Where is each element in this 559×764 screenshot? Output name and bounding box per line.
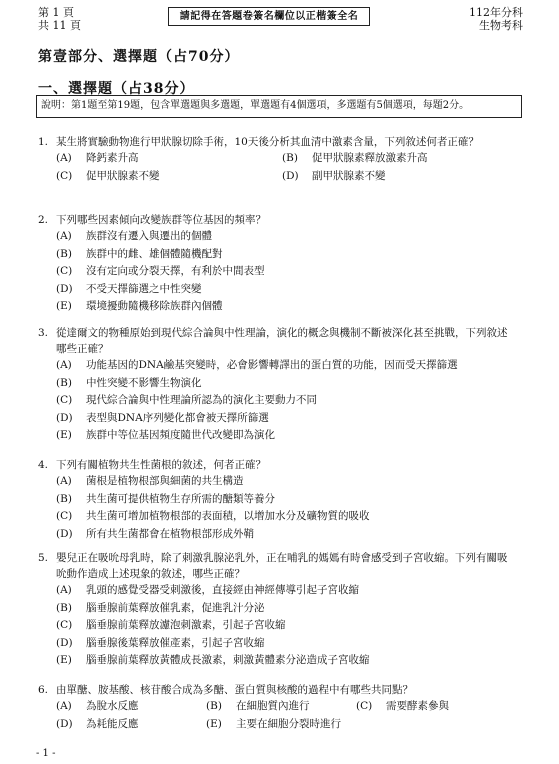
page-number: 第 1 頁 <box>38 6 74 19</box>
exam-info <box>469 6 523 32</box>
exam-subject: 生物考科 <box>479 19 523 32</box>
question-number: 1. <box>38 136 49 148</box>
question-number: 5. <box>38 552 49 564</box>
exam-year: 112年分科 <box>469 6 523 19</box>
option-a: (A) 降鈣素升高 <box>56 152 139 164</box>
option-e: (E) 環境擾動隨機移除族群內個體 <box>56 300 223 312</box>
option-b: (B) 腦垂腺前葉釋放催乳素，促進乳汁分泌 <box>56 601 265 614</box>
option-d: (D) 副甲狀腺素不變 <box>282 169 386 182</box>
question-6 <box>38 682 516 733</box>
option-a: (A) 族群沒有遷入與遷出的個體 <box>56 230 212 242</box>
option-c: (C) 需要酵素參與 <box>356 700 449 712</box>
page-total: 共 11 頁 <box>38 19 81 32</box>
instructions-box: 說明：第1題至第19題，包含單選題與多選題，單選題有4個選項，多選題有5個選項，每題2分。 <box>36 95 522 118</box>
option-e: (E) 主要在細胞分裂時進行 <box>206 717 341 730</box>
part-title: 第壹部分、選擇題（占70分） <box>38 49 240 65</box>
option-a: (A) 為脫水反應 <box>56 700 139 712</box>
option-a: (A) 乳頭的感覺受器受刺激後，直接經由神經傳導引起子宮收縮 <box>56 584 359 596</box>
option-e: (E) 腦垂腺前葉釋放黃體成長激素，刺激黃體素分泌造成子宮收縮 <box>56 654 370 666</box>
option-b: (B) 促甲狀腺素釋放激素升高 <box>282 152 428 164</box>
question-2 <box>38 212 516 316</box>
page-counter <box>38 6 81 32</box>
question-5 <box>38 550 516 670</box>
question-text: 下列有關植物共生性菌根的敘述，何者正確？ <box>56 459 266 471</box>
question-3 <box>38 325 516 445</box>
option-b: (B) 共生菌可提供植物生存所需的醣類等養分 <box>56 492 275 505</box>
question-text: 由單醣、胺基酸、核苷酸合成為多醣、蛋白質與核酸的過程中有哪些共同點？ <box>56 684 413 696</box>
question-text: 嬰兒正在吸吮母乳時，除了刺激乳腺泌乳外，正在哺乳的媽媽有時會感受到子宮收縮。下列有關吸吮動作造成上述現象的敘述，哪些正確？ <box>56 552 508 580</box>
option-d: (D) 為耗能反應 <box>56 717 139 730</box>
option-e: (E) 族群中等位基因頻度隨世代改變即為演化 <box>56 429 275 441</box>
question-number: 2. <box>38 214 49 226</box>
option-d: (D) 所有共生菌都會在植物根部形成外鞘 <box>56 527 254 540</box>
question-number: 6. <box>38 684 49 696</box>
signature-reminder: 請記得在答題卷簽名欄位以正楷簽全名 <box>168 7 370 26</box>
option-b: (B) 族群中的雌、雄個體隨機配對 <box>56 247 223 260</box>
page-footer-number: - 1 - <box>36 748 56 759</box>
option-c: (C) 共生菌可增加植物根部的表面積，以增加水分及礦物質的吸收 <box>56 510 370 522</box>
option-c: (C) 現代綜合論與中性理論所認為的演化主要動力不同 <box>56 394 317 406</box>
option-c: (C) 促甲狀腺素不變 <box>56 169 160 182</box>
question-text: 某生將實驗動物進行甲狀腺切除手術，10天後分析其血清中激素含量，下列敘述何者正確？ <box>56 136 479 148</box>
section-title: 一、選擇題（占38分） <box>38 81 195 97</box>
option-a: (A) 菌根是植物根部與細菌的共生構造 <box>56 475 244 487</box>
option-a: (A) 功能基因的DNA鹼基突變時，必會影響轉譯出的蛋白質的功能，因而受天擇篩選 <box>56 359 458 371</box>
option-d: (D) 表型與DNA序列變化都會被天擇所篩選 <box>56 411 269 424</box>
question-text: 下列哪些因素傾向改變族群等位基因的頻率？ <box>56 214 266 226</box>
option-b: (B) 在細胞質內進行 <box>206 700 310 712</box>
option-c: (C) 腦垂腺前葉釋放濾泡刺激素，引起子宮收縮 <box>56 619 286 631</box>
option-d: (D) 不受天擇篩選之中性突變 <box>56 282 202 295</box>
option-b: (B) 中性突變不影響生物演化 <box>56 376 202 389</box>
question-number: 4. <box>38 459 49 471</box>
question-number: 3. <box>38 327 49 339</box>
option-c: (C) 沒有定向或分裂天擇，有利於中間表型 <box>56 265 265 277</box>
question-4 <box>38 457 516 543</box>
question-text: 從達爾文的物種原始到現代綜合論與中性理論，演化的概念與機制不斷被深化甚至挑戰，下列敘述哪些正確？ <box>56 327 508 355</box>
question-1 <box>38 134 516 185</box>
option-d: (D) 腦垂腺後葉釋放催產素，引起子宮收縮 <box>56 636 265 649</box>
